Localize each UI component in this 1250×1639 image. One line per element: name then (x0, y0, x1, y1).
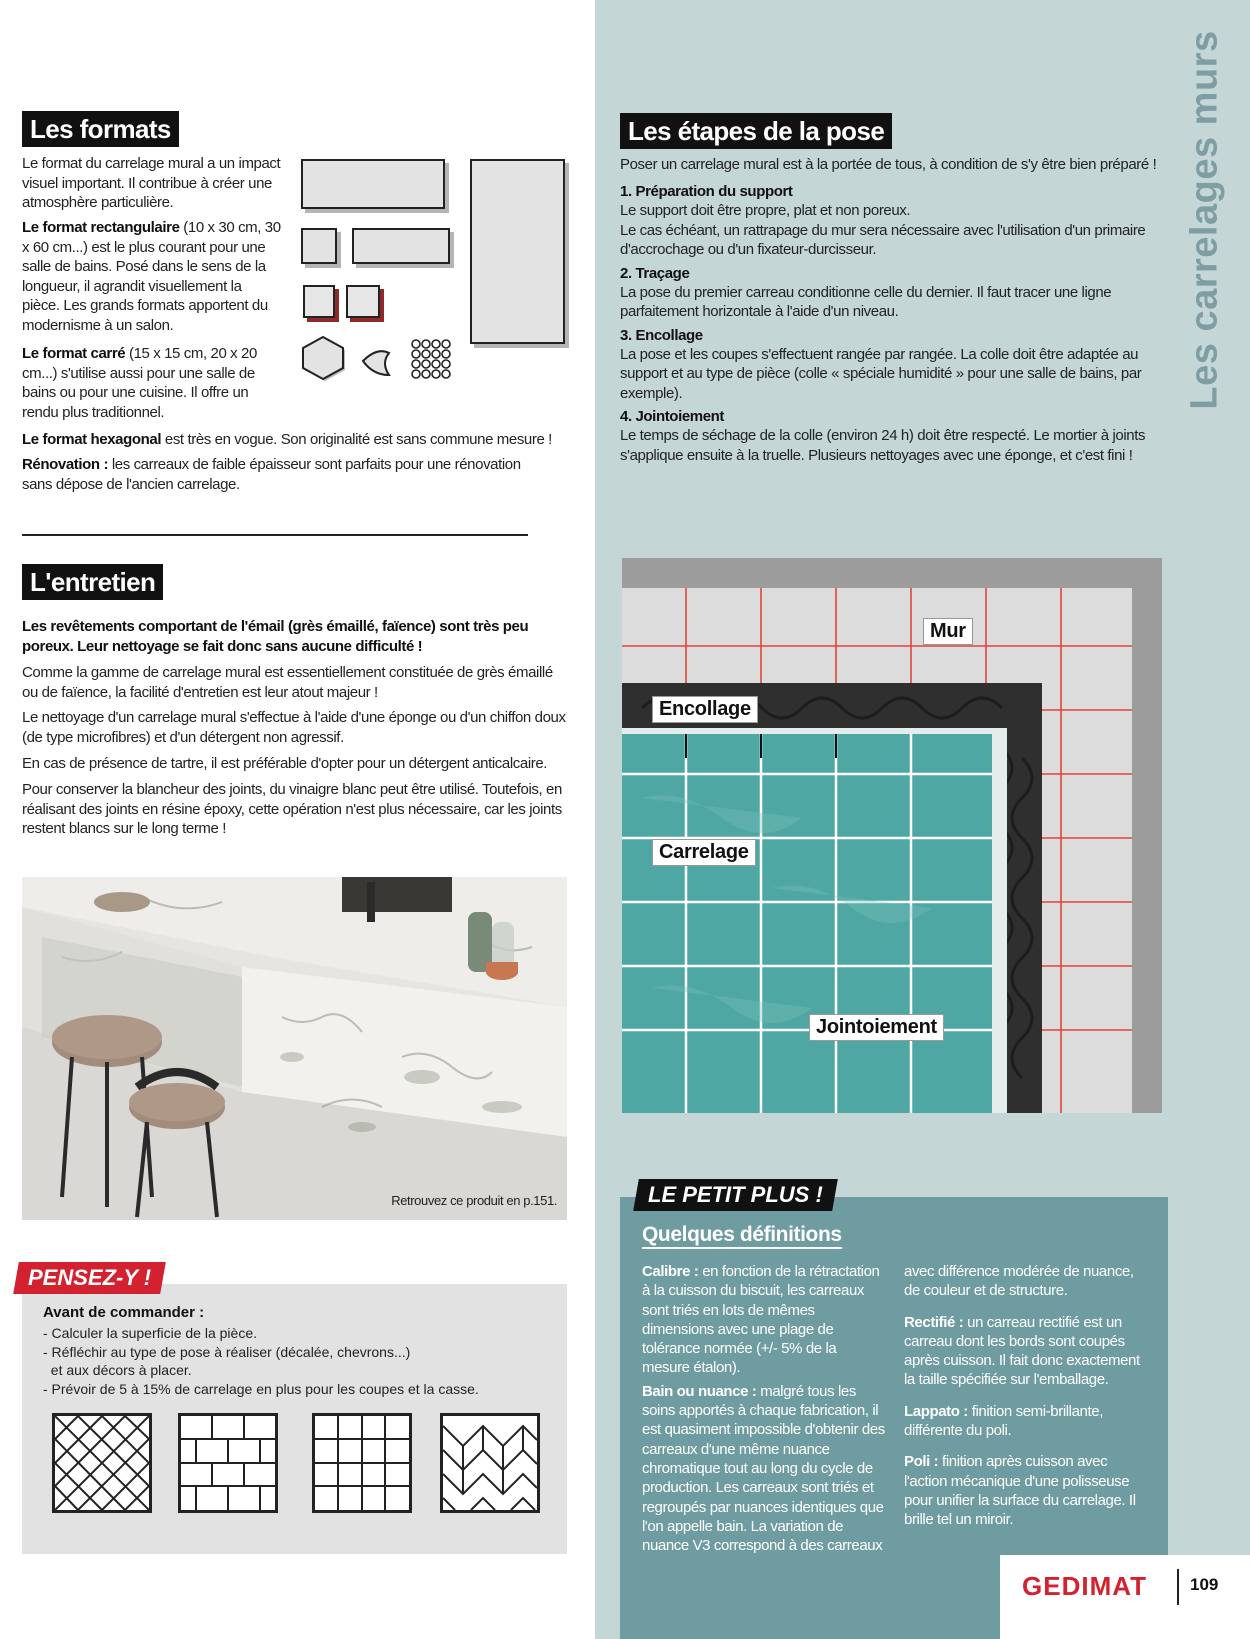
def-lappato-text: finition semi-brillante, différente du poli. (904, 1402, 1103, 1440)
square-tile-icon-2 (346, 285, 380, 318)
label-mur: Mur (923, 618, 973, 645)
photo-caption: Retrouvez ce produit en p.151. (391, 1193, 557, 1208)
rect-tall-tile-icon (470, 159, 565, 344)
step-4 (620, 407, 1175, 465)
formats-carre (22, 344, 282, 422)
formats-hex (22, 430, 567, 450)
entretien-p1: Comme la gamme de carrelage mural est essentiellement constituée de grès émaillé ou de faïence, la facilité d'entretien est leur atout majeur ! (22, 664, 553, 701)
def-bain (642, 1382, 887, 1556)
step-3-text: La pose et les coupes s'effectuent rangée par rangée. La colle doit être adaptée au support et au type de pièce (colle « spéciale humidité » pour une salle de bains, par exemple). (620, 345, 1142, 402)
pensez-item: et aux décors à placer. (43, 1362, 192, 1379)
step-3-title: 3. Encollage (620, 326, 703, 344)
step-3 (620, 326, 1175, 404)
hex-label: Le format hexagonal (22, 431, 162, 448)
def-bain-continued: avec différence modérée de nuance, de couleur et de structure. (904, 1263, 1134, 1300)
rect-label: Le format rectangulaire (22, 219, 180, 236)
plus-col-left (642, 1262, 887, 1555)
reno-text: les carreaux de faible épaisseur sont parfaits pour une rénovation sans dépose de l'ancien carrelage. (22, 456, 521, 493)
square-small-tile-icon (301, 228, 337, 264)
section-divider (22, 534, 528, 536)
def-lappato (904, 1402, 1149, 1441)
def-poli-text: finition après cuisson avec l'action mécanique d'une polisseuse pour unifier la surface du carrelage. Il brille tel un miroir. (904, 1453, 1136, 1529)
def-calibre-text: en fonction de la rétractation à la cuisson du biscuit, les carreaux sont triés en lots de mêmes dimensions avec une plage de tolérance normée (+/- 5% de la mesure étalon). (642, 1263, 880, 1377)
entretien-p3: En cas de présence de tartre, il est préférable d'opter pour un détergent anticalcaire. (22, 755, 548, 772)
step-2 (620, 264, 1175, 322)
def-bain-term: Bain ou nuance : (642, 1382, 757, 1400)
pensez-heading: Avant de commander : (43, 1304, 205, 1321)
label-jointoiement: Jointoiement (809, 1014, 944, 1041)
pensez-list (43, 1324, 563, 1399)
petit-plus-ribbon-label: LE PETIT PLUS ! (648, 1182, 823, 1207)
formats-title: Les formats (22, 111, 179, 147)
def-poli (904, 1452, 1149, 1529)
petit-plus-ribbon (633, 1179, 837, 1211)
herringbone-pattern-icon (440, 1413, 540, 1513)
etapes-title: Les étapes de la pose (620, 113, 892, 149)
entretien-p2: Le nettoyage d'un carrelage mural s'effectue à l'aide d'une éponge ou d'un chiffon doux (de type microfibres) et d'un détergent non agressif. (22, 709, 566, 746)
def-rectifie-text: un carreau rectifié est un carreau dont les bords sont coupés après cuisson. Il fait donc exactement la taille spécifiée sur l'emballage. (904, 1313, 1140, 1389)
label-encollage: Encollage (652, 696, 758, 723)
rect-medium-tile-icon (352, 228, 450, 264)
plus-col-right (904, 1262, 1149, 1530)
rect-text: (10 x 30 cm, 30 x 60 cm...) est le plus courant pour une salle de bains. Posé dans le sens de la longueur, il agrandit visuellement la pièce. Les grands formats apportent du modernisme à un salon. (22, 219, 281, 334)
fish-scale-tile-icon (359, 345, 395, 381)
label-carrelage: Carrelage (652, 839, 756, 866)
def-rectifie (904, 1313, 1149, 1390)
def-calibre-term: Calibre : (642, 1263, 699, 1280)
carre-text: (15 x 15 cm, 20 x 20 cm...) s'utilise aussi pour une salle de bains ou pour une cuisine. Il offre un rendu plus traditionnel. (22, 345, 257, 421)
kitchen-photo (22, 877, 567, 1220)
def-bain-text: malgré tous les soins apportés à chaque fabrication, il est quasiment impossible d'obtenir des carreaux d'une même nuance chromatique tout au long du cycle de production. Les carreaux sont triés et regroupés par nuances identiques que l'on appelle bain. La variation de nuance V3 correspond à des carreaux (642, 1382, 885, 1555)
def-calibre (642, 1262, 887, 1378)
page-number: 109 (1190, 1575, 1219, 1594)
gedimat-logo: GEDIMAT (1022, 1571, 1147, 1601)
formats-renovation (22, 455, 542, 494)
entretien-title: L'entretien (22, 564, 163, 600)
side-title-text: Les carrelages murs (1183, 30, 1226, 410)
step-2-title: 2. Traçage (620, 264, 690, 282)
pensez-item: - Calculer la superficie de la pièce. (43, 1325, 257, 1341)
plus-heading: Quelques définitions (642, 1223, 842, 1249)
formats-intro: Le format du carrelage mural a un impact visuel important. Il contribue à créer une atmosphère particulière. (22, 155, 281, 211)
rect-large-tile-icon (301, 159, 445, 209)
footer (1000, 1555, 1250, 1639)
def-rectifie-term: Rectifié : (904, 1313, 964, 1331)
hexagon-tile-icon (299, 334, 347, 382)
pensez-item: - Prévoir de 5 à 15% de carrelage en plus pour les coupes et la casse. (43, 1381, 479, 1398)
step-1 (620, 182, 1175, 260)
step-2-text: La pose du premier carreau conditionne celle du dernier. Il faut tracer une ligne parfaitement horizontale à l'aide d'un niveau. (620, 283, 1112, 320)
grid-pattern-icon (312, 1413, 412, 1513)
carre-label: Le format carré (22, 345, 126, 362)
entretien-lead: Les revêtements comportant de l'émail (grès émaillé, faïence) sont très peu poreux. Leur nettoyage se fait donc sans aucune difficulté ! (22, 618, 529, 655)
step-1-title: 1. Préparation du support (620, 183, 793, 200)
mosaic-tile-icon (410, 338, 454, 382)
def-lappato-term: Lappato : (904, 1402, 968, 1420)
formats-rect (22, 218, 282, 335)
diagonal-pattern-icon (52, 1413, 152, 1513)
entretien-p4: Pour conserver la blancheur des joints, du vinaigre blanc peut être utilisé. Toutefois, en réalisant des joints en résine époxy, cette opération n'est plus nécessaire, car les joints restent blancs sur le long terme ! (22, 781, 562, 837)
etapes-steps (620, 182, 1175, 465)
square-tile-icon (303, 285, 335, 318)
def-poli-term: Poli : (904, 1453, 939, 1471)
pensez-item: - Réfléchir au type de pose à réaliser (décalée, chevrons...) (43, 1343, 411, 1360)
tile-grid (622, 734, 992, 1113)
tiling-diagram (622, 558, 1172, 1113)
pensez-ribbon-label: PENSEZ-Y ! (28, 1265, 152, 1290)
side-title (1180, 30, 1230, 410)
reno-label: Rénovation : (22, 456, 109, 473)
footer-divider (1177, 1569, 1179, 1605)
etapes-intro: Poser un carrelage mural est à la portée de tous, à condition de s'y être bien préparé ! (620, 156, 1157, 173)
kitchen-illustration (22, 877, 567, 1220)
hex-text: est très en vogue. Son originalité est sans commune mesure ! (164, 431, 552, 448)
step-4-text: Le temps de séchage de la colle (environ 24 h) doit être respecté. Le mortier à joints s'applique ensuite à la truelle. Plusieurs nettoyages avec une éponge, et c'est fini ! (620, 427, 1146, 464)
pensez-ribbon (13, 1262, 166, 1294)
step-4-title: 4. Jointoiement (620, 408, 725, 425)
offset-pattern-icon (178, 1413, 278, 1513)
step-1-text: Le support doit être propre, plat et non poreux. Le cas échéant, un rattrapage du mur sera nécessaire avec l'utilisation d'un primaire d'accrochage ou d'un fixateur-durcisseur. (620, 202, 1146, 258)
